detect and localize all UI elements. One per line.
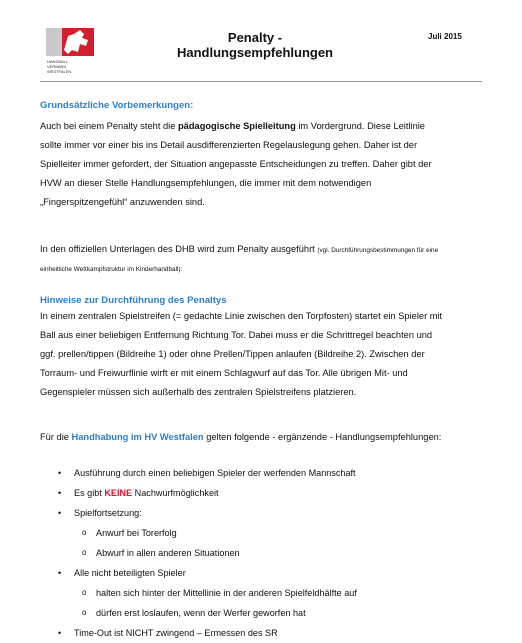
- list-item-text: Spielfortsetzung:: [74, 508, 142, 518]
- text-line: Ball aus einer beliebigen Entfernung Richtung Tor. Dabei muss er die Schrittregel beachten und: [40, 330, 433, 340]
- text-span: In den offiziellen Unterlagen des DHB wird zum Penalty ausgeführt: [40, 244, 318, 254]
- bullet-icon: •: [58, 468, 62, 478]
- list-item-text: Time-Out ist NICHT zwingend – Ermessen des SR: [74, 628, 278, 638]
- sub-list-item: [56, 523, 357, 543]
- list-item: [56, 563, 357, 583]
- list-item: [56, 483, 357, 503]
- bullet-icon: •: [58, 488, 62, 498]
- title-line-1: Penalty -: [227, 30, 283, 45]
- highlight-text: KEINE: [104, 488, 133, 498]
- list-item: [56, 463, 357, 483]
- paragraph-vorbemerkungen: [40, 117, 490, 212]
- text-span: Nachwurfmöglichkeit: [132, 488, 219, 498]
- document-date: Juli 2015: [428, 32, 462, 41]
- logo-text-3: WESTFALEN: [47, 69, 72, 74]
- hvw-logo: [44, 26, 96, 76]
- circle-bullet-icon: o: [82, 548, 87, 557]
- circle-bullet-icon: o: [82, 608, 87, 617]
- text-line: sollte immer vor einer bis ins Detail ausdifferenzierten Regelauslegung gehen. Daher ist der: [40, 140, 418, 150]
- text-span: Auch bei einem Penalty steht die: [40, 121, 178, 131]
- logo-text-1: HANDBALL: [47, 59, 69, 64]
- text-line: Spielleiter immer gefordert, der Situation angepasste Entscheidungen zu treffen. Daher gibt der: [40, 159, 432, 169]
- circle-bullet-icon: o: [82, 588, 87, 597]
- bullet-icon: •: [58, 508, 62, 518]
- text-span: gelten folgende - ergänzende - Handlungsempfehlungen:: [203, 432, 442, 442]
- recommendations-list: [56, 463, 357, 643]
- text-line: Gegenspieler müssen sich außerhalb des zentralen Spielstreifens platzieren.: [40, 387, 357, 397]
- paragraph-hinweise: [40, 307, 490, 402]
- paragraph-dhb: [40, 240, 490, 279]
- sub-list-item: [56, 543, 357, 563]
- list-item-text: Ausführung durch einen beliebigen Spieler der werfenden Mannschaft: [74, 468, 356, 478]
- text-span: Für die: [40, 432, 72, 442]
- sub-list-item: [56, 603, 357, 623]
- text-line: „Fingerspitzengefühl“ anzuwenden sind.: [40, 197, 205, 207]
- text-line: HVW an dieser Stelle Handlungsempfehlungen, die immer mit dem notwendigen: [40, 178, 372, 188]
- heading-vorbemerkungen: Grundsätzliche Vorbemerkungen:: [40, 100, 194, 111]
- list-item-text: Anwurf bei Torerfolg: [96, 528, 177, 538]
- paragraph-handhabung: [40, 428, 490, 447]
- highlight-text: Handhabung im HV Westfalen: [71, 432, 204, 442]
- text-line: ggf. prellen/tippen (Bildreihe 1) oder ohne Prellen/Tippen anlaufen (Bildreihe 2). Zwischen der: [40, 349, 425, 359]
- text-line: Torraum- und Freiwurflinie wirft er mit einem Schlagwurf auf das Tor. Alle übrigen Mit- und: [40, 368, 408, 378]
- text-line: [40, 240, 490, 260]
- text-span: Es gibt: [74, 488, 105, 498]
- text-span: im Vordergrund. Diese Leitlinie: [295, 121, 425, 131]
- list-item-text: Alle nicht beteiligten Spieler: [74, 568, 186, 578]
- heading-hinweise: Hinweise zur Durchführung des Penaltys: [40, 295, 227, 306]
- header-divider: [40, 81, 482, 82]
- bullet-icon: •: [58, 628, 62, 638]
- sub-list-item: [56, 583, 357, 603]
- title-line-2: Handlungsempfehlungen: [177, 45, 333, 60]
- list-item-text: dürfen erst loslaufen, wenn der Werfer geworfen hat: [96, 608, 306, 618]
- list-item-text: halten sich hinter der Mittellinie in der anderen Spielfeldhälfte auf: [96, 588, 357, 598]
- list-item-text: Abwurf in allen anderen Situationen: [96, 548, 240, 558]
- list-item: [56, 623, 357, 643]
- reference-text: (vgl. Durchführungsbestimmungen für eine: [317, 247, 439, 254]
- logo-text-2: VERBAND: [47, 64, 67, 69]
- emphasis-text: pädagogische Spielleitung: [178, 121, 296, 131]
- document-title: [150, 30, 360, 60]
- list-item: [56, 503, 357, 523]
- text-line: [40, 117, 490, 136]
- text-line: In einem zentralen Spielstreifen (= gedachte Linie zwischen den Torpfosten) startet ein Spieler mit: [40, 311, 443, 321]
- circle-bullet-icon: o: [82, 528, 87, 537]
- reference-text: einheitliche Wettkampfstruktur im Kinderhandball):: [40, 266, 183, 273]
- bullet-icon: •: [58, 568, 62, 578]
